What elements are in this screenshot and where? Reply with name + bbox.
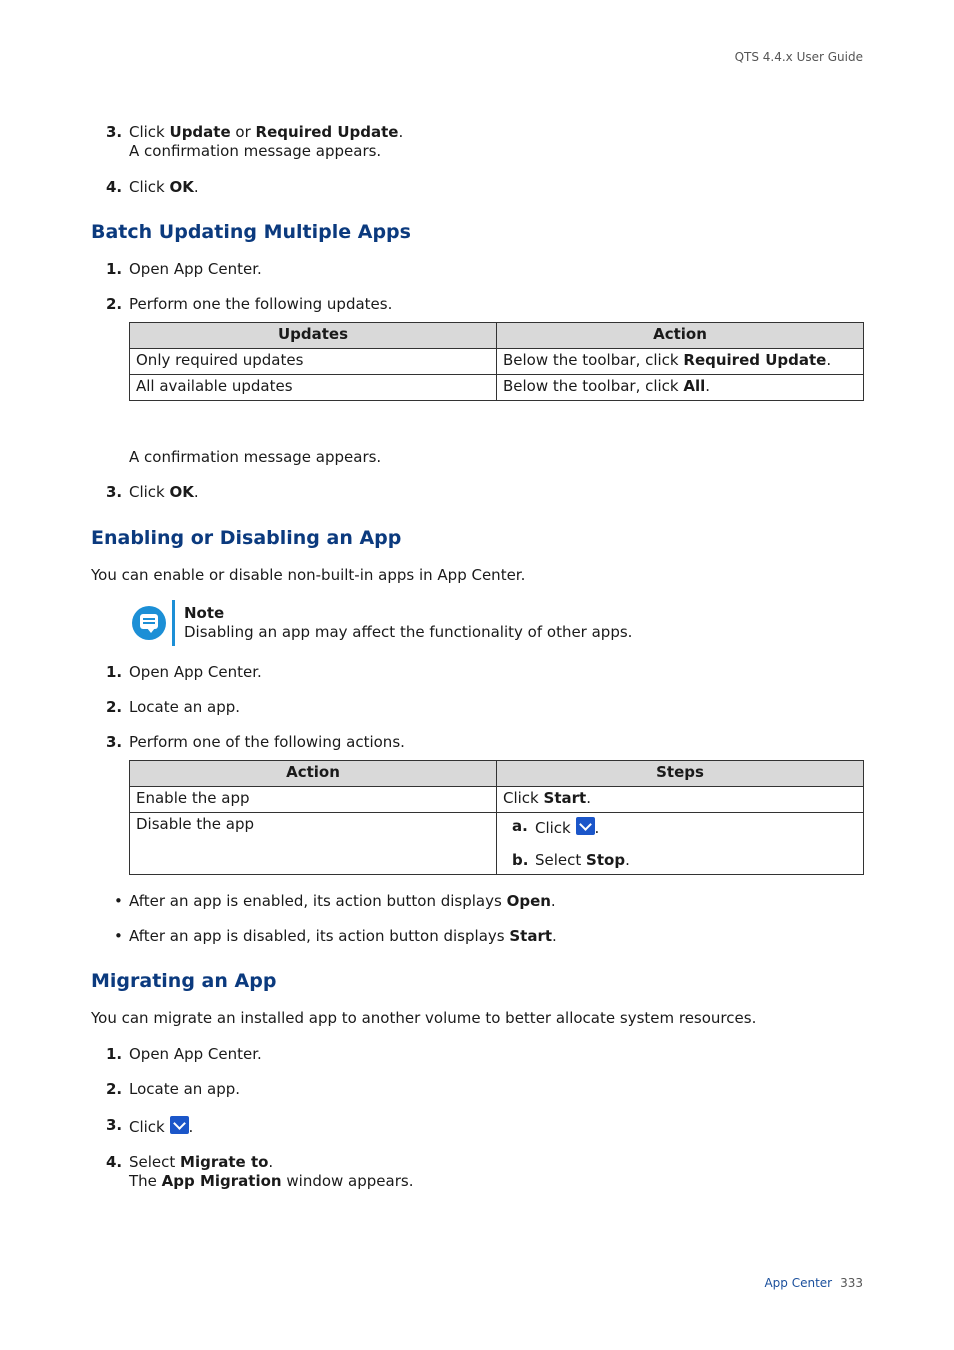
step-3: 3. Click Update or Required Update. A confirmation message appears. bbox=[106, 123, 404, 160]
enable-step-2: 2. Locate an app. bbox=[106, 698, 241, 716]
step-note: A confirmation message appears. bbox=[129, 142, 382, 160]
page-number: 333 bbox=[840, 1276, 863, 1290]
section-heading-batch: Batch Updating Multiple Apps bbox=[91, 221, 411, 243]
migrate-step-1: 1. Open App Center. bbox=[106, 1045, 262, 1063]
list-item: • After an app is disabled, its action button displays Start. bbox=[114, 927, 557, 945]
batch-step-2: 2. Perform one the following updates. bbox=[106, 295, 393, 313]
table-row: Only required updates Below the toolbar, click Required Update. bbox=[130, 349, 864, 375]
chevron-down-icon[interactable] bbox=[170, 1116, 189, 1134]
footer-section: App Center bbox=[764, 1276, 833, 1290]
updates-table bbox=[129, 322, 864, 401]
guide-title: QTS 4.4.x User Guide bbox=[734, 50, 863, 64]
batch-step-3: 3. Click OK. bbox=[106, 483, 199, 501]
table-row: Enable the app Click Start. bbox=[130, 787, 864, 813]
table-row: Disable the app a. Click . b. Select Stop. bbox=[130, 813, 864, 875]
note-icon bbox=[132, 606, 166, 640]
actions-table bbox=[129, 760, 864, 875]
enable-step-3: 3. Perform one of the following actions. bbox=[106, 733, 405, 751]
note-box bbox=[184, 604, 632, 642]
section-heading-enable: Enabling or Disabling an App bbox=[91, 527, 402, 549]
list-item: • After an app is enabled, its action button displays Open. bbox=[114, 892, 556, 910]
note-title: Note bbox=[184, 604, 225, 622]
section-heading-migrate: Migrating an App bbox=[91, 970, 277, 992]
enable-intro: You can enable or disable non-built-in apps in App Center. bbox=[91, 566, 526, 584]
note-text: Disabling an app may affect the functionality of other apps. bbox=[184, 623, 633, 641]
page-footer bbox=[764, 1276, 863, 1290]
enable-step-1: 1. Open App Center. bbox=[106, 663, 262, 681]
table-row: All available updates Below the toolbar, click All. bbox=[130, 375, 864, 401]
migrate-step-3: 3. Click . bbox=[106, 1116, 194, 1136]
table-header-row: Action Steps bbox=[130, 761, 864, 787]
confirm-text: A confirmation message appears. bbox=[129, 448, 382, 466]
migrate-step-4: 4. Select Migrate to. The App Migration window appears. bbox=[106, 1153, 414, 1190]
chevron-down-icon[interactable] bbox=[576, 817, 595, 835]
table-header-row: Updates Action bbox=[130, 323, 864, 349]
migrate-step-2: 2. Locate an app. bbox=[106, 1080, 241, 1098]
step-4: 4. Click OK. bbox=[106, 178, 199, 196]
note-divider bbox=[172, 600, 175, 646]
migrate-intro: You can migrate an installed app to another volume to better allocate system resources. bbox=[91, 1009, 757, 1027]
batch-step-1: 1. Open App Center. bbox=[106, 260, 262, 278]
